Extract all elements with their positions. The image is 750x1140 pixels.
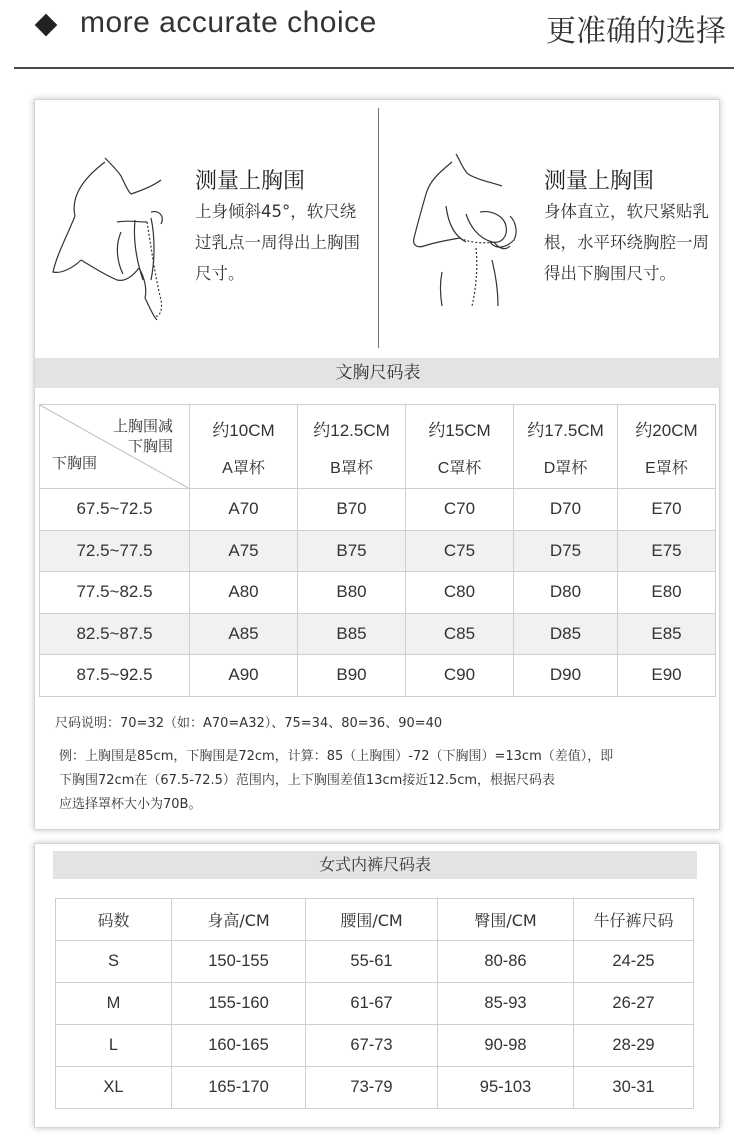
size-cell: B90 bbox=[298, 655, 406, 697]
size-cell: B75 bbox=[298, 530, 406, 572]
corner-cell bbox=[40, 405, 190, 489]
size-cell: E90 bbox=[618, 655, 716, 697]
tilted-torso-illustration-icon bbox=[51, 150, 171, 325]
table-row bbox=[56, 983, 694, 1025]
column-header: 臀围/CM bbox=[438, 899, 574, 941]
size-cell: D90 bbox=[514, 655, 618, 697]
table-row bbox=[40, 572, 716, 614]
size-cell: C70 bbox=[406, 489, 514, 531]
size-cell: B80 bbox=[298, 572, 406, 614]
size-cell: C75 bbox=[406, 530, 514, 572]
size-cell: E85 bbox=[618, 613, 716, 655]
size-cell: A80 bbox=[190, 572, 298, 614]
panties-table-title: 女式内裤尺码表 bbox=[53, 851, 697, 879]
size-cell: B85 bbox=[298, 613, 406, 655]
table-cell: 90-98 bbox=[438, 1025, 574, 1067]
size-cell: D80 bbox=[514, 572, 618, 614]
table-row bbox=[56, 1067, 694, 1109]
corner-label-top-a: 上胸围减 bbox=[112, 418, 173, 435]
measure-title: 测量上胸围 bbox=[195, 169, 306, 194]
table-cell: 95-103 bbox=[438, 1067, 574, 1109]
table-cell: 24-25 bbox=[574, 941, 694, 983]
size-cell: A75 bbox=[190, 530, 298, 572]
table-cell: 26-27 bbox=[574, 983, 694, 1025]
column-header: 腰围/CM bbox=[306, 899, 438, 941]
bra-table-title: 文胸尺码表 bbox=[35, 358, 721, 388]
column-header: 约15CM C罩杯 bbox=[406, 405, 514, 489]
size-example bbox=[59, 745, 699, 817]
size-cell: A70 bbox=[190, 489, 298, 531]
example-line: 应选择罩杯大小为70B。 bbox=[59, 797, 202, 812]
example-line: 下胸围72cm在（67.5-72.5）范围内，上下胸围差值13cm接近12.5cm，根据尺码表 bbox=[59, 773, 556, 788]
measure-upper-bust bbox=[35, 100, 378, 358]
table-row bbox=[40, 530, 716, 572]
underbust-range-cell: 72.5~77.5 bbox=[40, 530, 190, 572]
header-title-cn: 更准确的选择 bbox=[546, 14, 726, 49]
table-cell: 55-61 bbox=[306, 941, 438, 983]
measure-description: 上身倾斜45°，软尺绕过乳点一周得出上胸围尺寸。 bbox=[195, 202, 360, 283]
table-header-row bbox=[40, 405, 716, 489]
size-cell: D75 bbox=[514, 530, 618, 572]
size-cell: D70 bbox=[514, 489, 618, 531]
table-cell: M bbox=[56, 983, 172, 1025]
column-header: 约12.5CM B罩杯 bbox=[298, 405, 406, 489]
header-divider bbox=[14, 67, 734, 69]
measure-description: 身体直立，软尺紧贴乳根，水平环绕胸腔一周得出下胸围尺寸。 bbox=[544, 202, 709, 283]
size-cell: A90 bbox=[190, 655, 298, 697]
table-cell: 150-155 bbox=[172, 941, 306, 983]
size-cell: E75 bbox=[618, 530, 716, 572]
underbust-range-cell: 67.5~72.5 bbox=[40, 489, 190, 531]
column-header: 身高/CM bbox=[172, 899, 306, 941]
table-cell: 85-93 bbox=[438, 983, 574, 1025]
corner-label-top-b: 下胸围 bbox=[127, 438, 173, 455]
panties-size-table bbox=[55, 898, 694, 1109]
size-cell: B70 bbox=[298, 489, 406, 531]
measure-title: 测量上胸围 bbox=[544, 169, 655, 194]
table-row bbox=[56, 941, 694, 983]
column-header: 约17.5CM D罩杯 bbox=[514, 405, 618, 489]
page-header bbox=[0, 0, 750, 70]
table-cell: S bbox=[56, 941, 172, 983]
corner-label-bottom: 下胸围 bbox=[52, 455, 98, 472]
table-cell: 155-160 bbox=[172, 983, 306, 1025]
size-cell: C85 bbox=[406, 613, 514, 655]
measure-under-bust bbox=[378, 100, 721, 358]
table-header-row bbox=[56, 899, 694, 941]
size-cell: C80 bbox=[406, 572, 514, 614]
diamond-bullet-icon bbox=[35, 14, 58, 37]
table-cell: 165-170 bbox=[172, 1067, 306, 1109]
table-cell: 67-73 bbox=[306, 1025, 438, 1067]
size-cell: C90 bbox=[406, 655, 514, 697]
header-title-en: more accurate choice bbox=[80, 6, 377, 39]
underbust-range-cell: 82.5~87.5 bbox=[40, 613, 190, 655]
table-cell: 28-29 bbox=[574, 1025, 694, 1067]
size-cell: E70 bbox=[618, 489, 716, 531]
upright-torso-illustration-icon bbox=[406, 150, 531, 310]
table-cell: 73-79 bbox=[306, 1067, 438, 1109]
table-row bbox=[40, 655, 716, 697]
table-row bbox=[56, 1025, 694, 1067]
table-cell: XL bbox=[56, 1067, 172, 1109]
panties-size-card bbox=[34, 843, 720, 1128]
table-row bbox=[40, 489, 716, 531]
size-cell: D85 bbox=[514, 613, 618, 655]
table-cell: 160-165 bbox=[172, 1025, 306, 1067]
table-cell: 61-67 bbox=[306, 983, 438, 1025]
table-cell: 80-86 bbox=[438, 941, 574, 983]
column-header: 码数 bbox=[56, 899, 172, 941]
table-cell: L bbox=[56, 1025, 172, 1067]
size-cell: E80 bbox=[618, 572, 716, 614]
column-header: 约20CM E罩杯 bbox=[618, 405, 716, 489]
underbust-range-cell: 87.5~92.5 bbox=[40, 655, 190, 697]
bra-size-table bbox=[39, 404, 716, 697]
underbust-range-cell: 77.5~82.5 bbox=[40, 572, 190, 614]
table-row bbox=[40, 613, 716, 655]
size-note: 尺码说明：70=32（如：A70=A32）、75=34、80=36、90=40 bbox=[55, 716, 443, 731]
bra-size-card bbox=[34, 99, 720, 830]
example-line: 例：上胸围是85cm，下胸围是72cm，计算：85（上胸围）-72（下胸围）=13cm（差值），即 bbox=[59, 749, 614, 764]
column-header: 牛仔裤尺码 bbox=[574, 899, 694, 941]
size-cell: A85 bbox=[190, 613, 298, 655]
column-header: 约10CM A罩杯 bbox=[190, 405, 298, 489]
table-cell: 30-31 bbox=[574, 1067, 694, 1109]
